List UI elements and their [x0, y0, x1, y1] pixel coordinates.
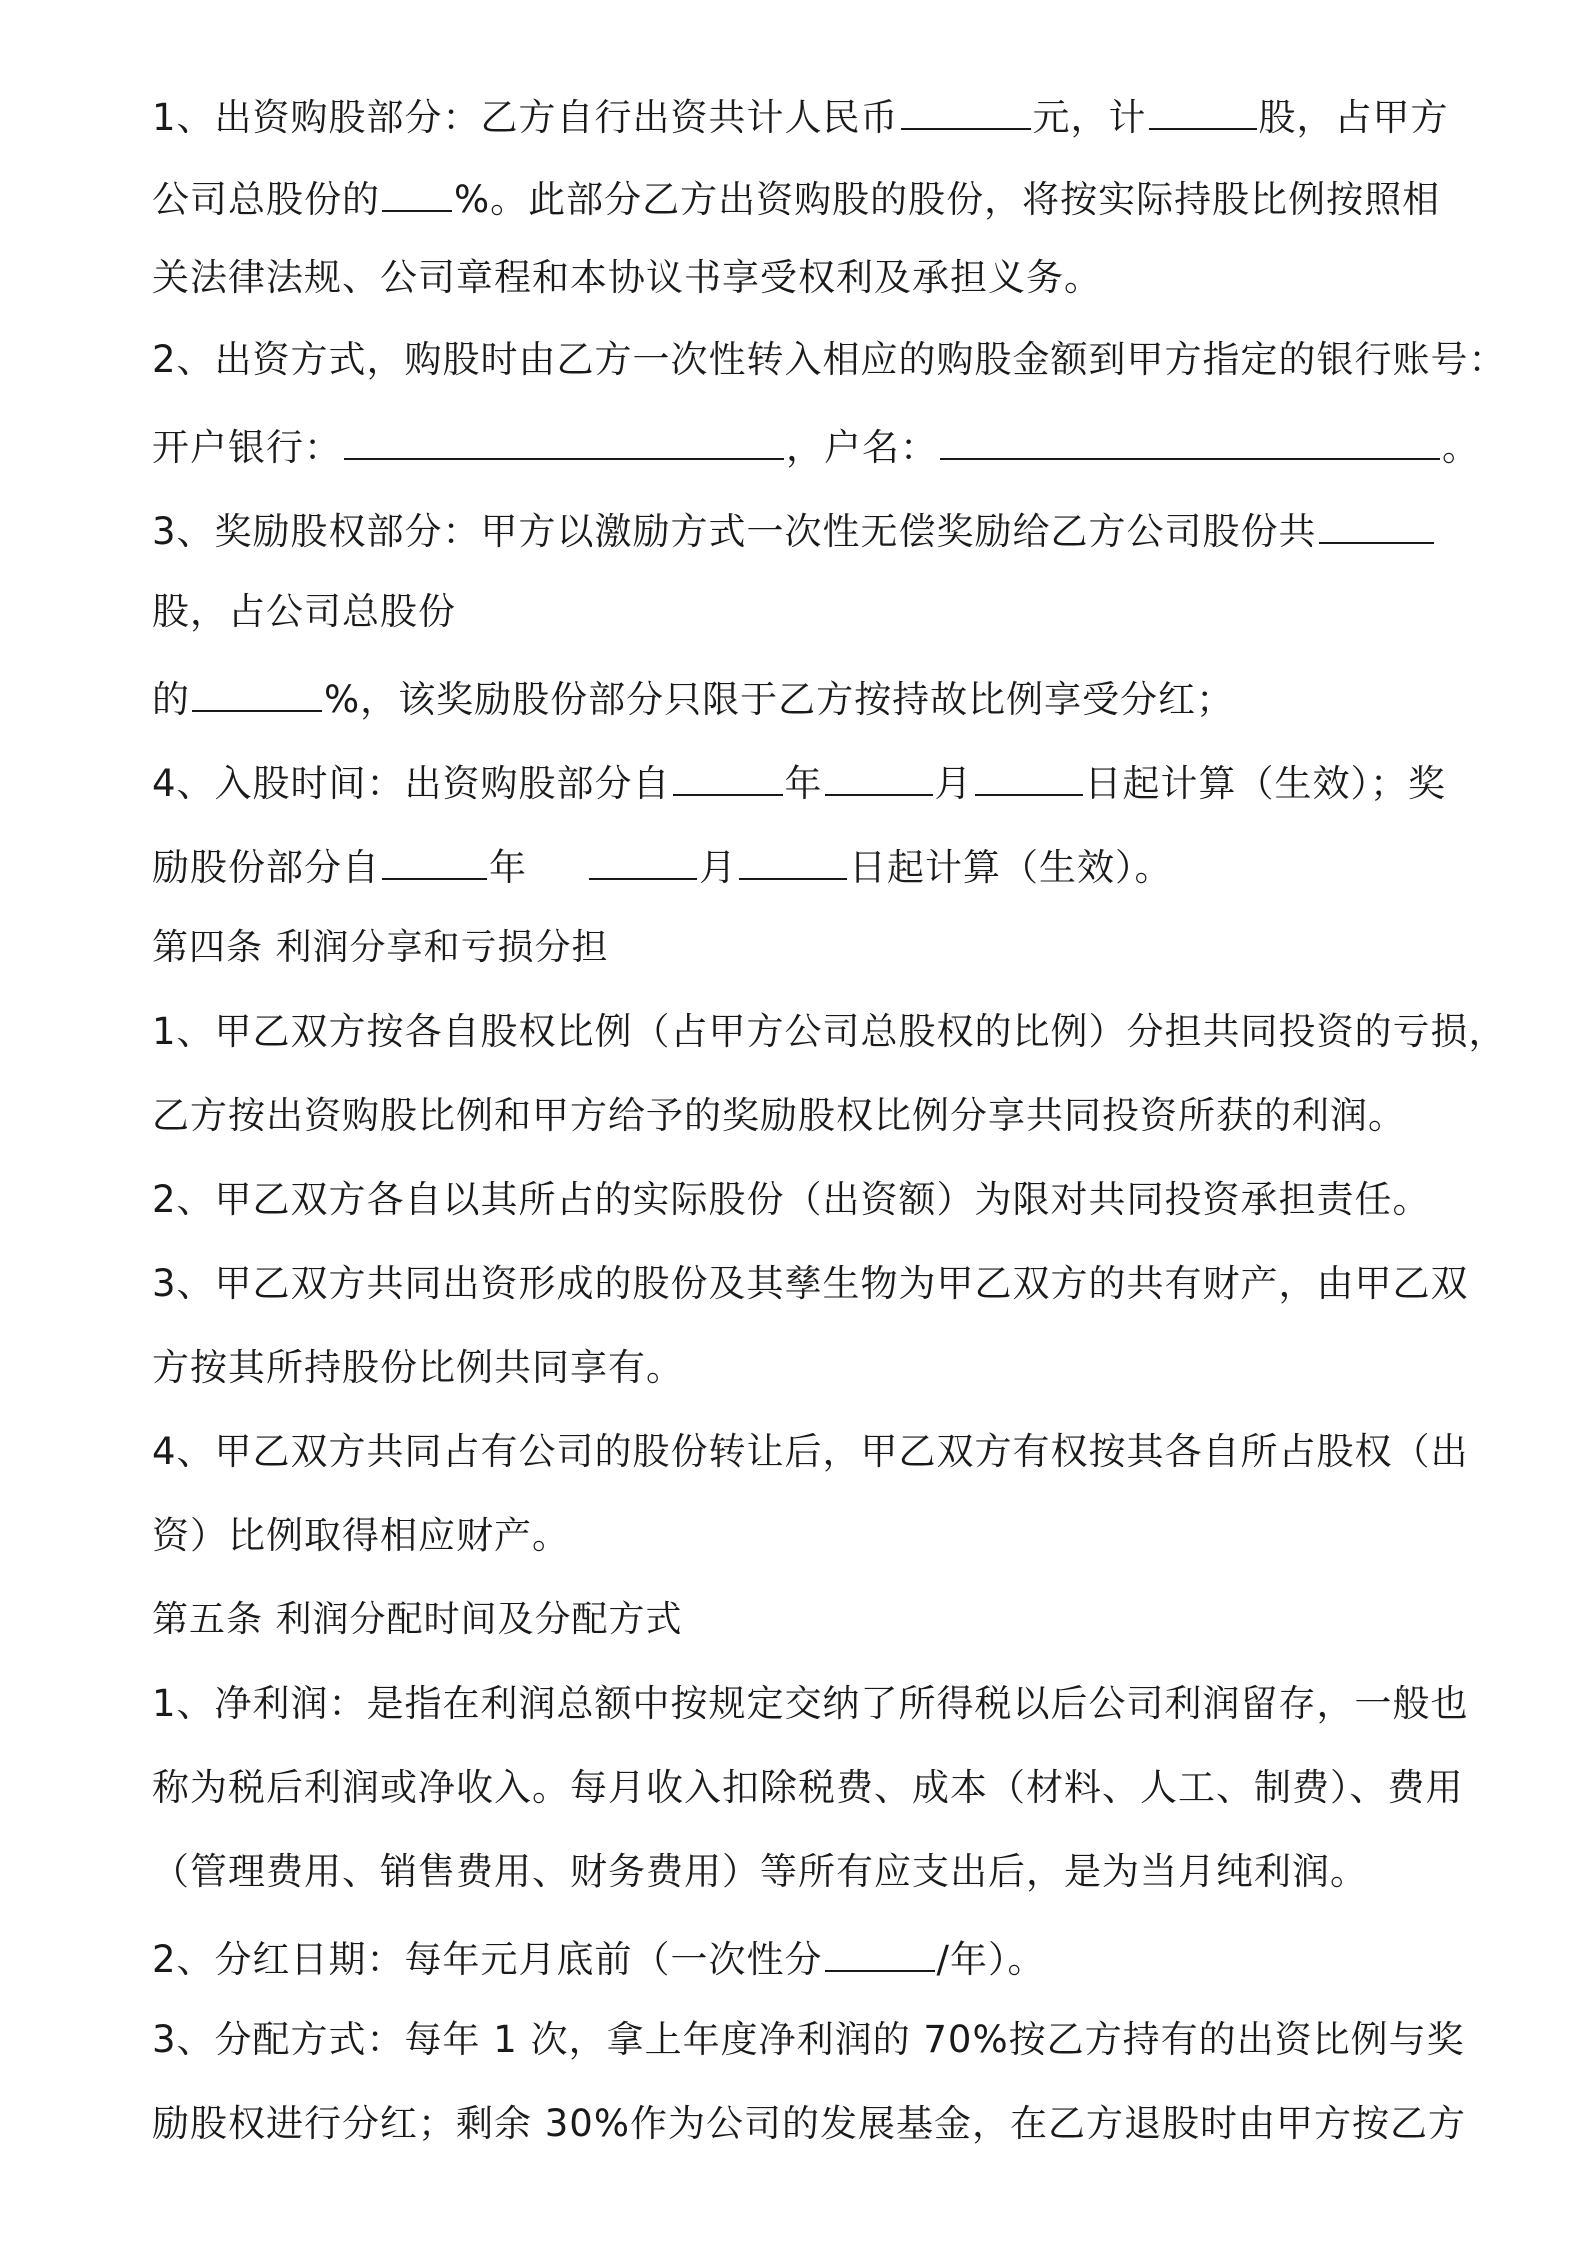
text: 。: [1442, 426, 1480, 469]
item4-line2: [152, 840, 1173, 892]
article4-item1-line1: 1、甲乙双方按各自股权比例（占甲方公司总股权的比例）分担共同投资的亏损，: [152, 1010, 1507, 1053]
account-name-blank[interactable]: [940, 420, 1440, 460]
article5-heading: 第五条 利润分配时间及分配方式: [152, 1599, 683, 1640]
reward-year-blank[interactable]: [382, 840, 487, 880]
text: 日起计算（生效）；奖: [1084, 762, 1447, 805]
bank-blank[interactable]: [344, 420, 784, 460]
article4-item2-line1: 2、甲乙双方各自以其所占的实际股份（出资额）为限对共同投资承担责任。: [152, 1178, 1431, 1221]
day-blank[interactable]: [975, 756, 1083, 796]
text: /年）。: [936, 1938, 1046, 1981]
text: 2、分红日期：每年元月底前（一次性分: [152, 1938, 823, 1981]
percent-blank[interactable]: [382, 172, 452, 212]
article5-item3-line2: 励股权进行分红；剩余 30%作为公司的发展基金，在乙方退股时由甲方按乙方: [152, 2102, 1466, 2145]
text: 月: [699, 846, 737, 889]
item3-line1: [152, 504, 1436, 556]
article5-item1-line2: 称为税后利润或净收入。每月收入扣除税费、成本（材料、人工、制费）、费用: [152, 1766, 1464, 1809]
item2-line1: [152, 336, 1507, 384]
article4-item1-line2: 乙方按出资购股比例和甲方给予的奖励股权比例分享共同投资所获的利润。: [152, 1094, 1406, 1137]
item1-line2: [152, 172, 1440, 224]
text: ，户名：: [786, 426, 938, 469]
article5-item1-line1: 1、净利润：是指在利润总额中按规定交纳了所得税以后公司利润留存，一般也: [152, 1682, 1469, 1725]
reward-month-blank[interactable]: [589, 840, 697, 880]
text: 月: [934, 762, 973, 805]
article5-item1-line3: （管理费用、销售费用、财务费用）等所有应支出后，是为当月纯利润。: [152, 1850, 1368, 1893]
text: %。此部分乙方出资购股的股份，将按实际持股比例按照相: [454, 178, 1441, 221]
article5-item2-line1: [152, 1932, 1046, 1984]
text: 开户银行：: [152, 426, 342, 469]
text: 年: [489, 846, 527, 889]
month-blank[interactable]: [825, 756, 933, 796]
item3-line2: [152, 588, 456, 636]
text: 4、入股时间：出资购股部分自: [152, 762, 671, 805]
amount-blank[interactable]: [901, 90, 1031, 130]
text: 公司总股份的: [152, 178, 380, 221]
text: 元，计: [1032, 96, 1147, 139]
item1-line1: [152, 90, 1449, 142]
text: 股，占甲方: [1258, 96, 1449, 139]
text: 的: [152, 678, 190, 721]
article4-item4-line2: 资）比例取得相应财产。: [152, 1514, 570, 1557]
text: 股，占公司总股份: [152, 590, 456, 633]
reward-day-blank[interactable]: [739, 840, 847, 880]
reward-shares-blank[interactable]: [1319, 504, 1434, 544]
text: 3、奖励股权部分：甲方以激励方式一次性无偿奖励给乙方公司股份共: [152, 510, 1317, 553]
item3-line3: [152, 672, 1234, 724]
year-blank[interactable]: [673, 756, 783, 796]
article5-item3-line1: 3、分配方式：每年 1 次，拿上年度净利润的 70%按乙方持有的出资比例与奖: [152, 2018, 1465, 2061]
text: 日起计算（生效）。: [849, 846, 1173, 889]
text: 2、出资方式，购股时由乙方一次性转入相应的购股金额到甲方指定的银行账号：: [152, 338, 1507, 381]
text: 关法律法规、公司章程和本协议书享受权利及承担义务。: [152, 256, 1102, 299]
item4-line1: [152, 756, 1446, 808]
text: %，该奖励股份部分只限于乙方按持故比例享受分红；: [324, 678, 1235, 721]
dividend-count-blank[interactable]: [825, 1932, 935, 1972]
text: 年: [784, 762, 823, 805]
shares-blank[interactable]: [1149, 90, 1257, 130]
text: 励股份部分自: [152, 846, 380, 889]
item1-line3: [152, 254, 1102, 302]
item2-line2: [152, 420, 1480, 472]
reward-percent-blank[interactable]: [192, 672, 322, 712]
article4-item3-line1: 3、甲乙双方共同出资形成的股份及其孳生物为甲乙双方的共有财产，由甲乙双: [152, 1262, 1469, 1305]
text: 1、出资购股部分：乙方自行出资共计人民币: [152, 96, 899, 139]
article4-item3-line2: 方按其所持股份比例共同享有。: [152, 1346, 684, 1389]
article4-item4-line1: 4、甲乙双方共同占有公司的股份转让后，甲乙双方有权按其各自所占股权（出: [152, 1430, 1469, 1473]
article4-heading: 第四条 利润分享和亏损分担: [152, 927, 609, 968]
